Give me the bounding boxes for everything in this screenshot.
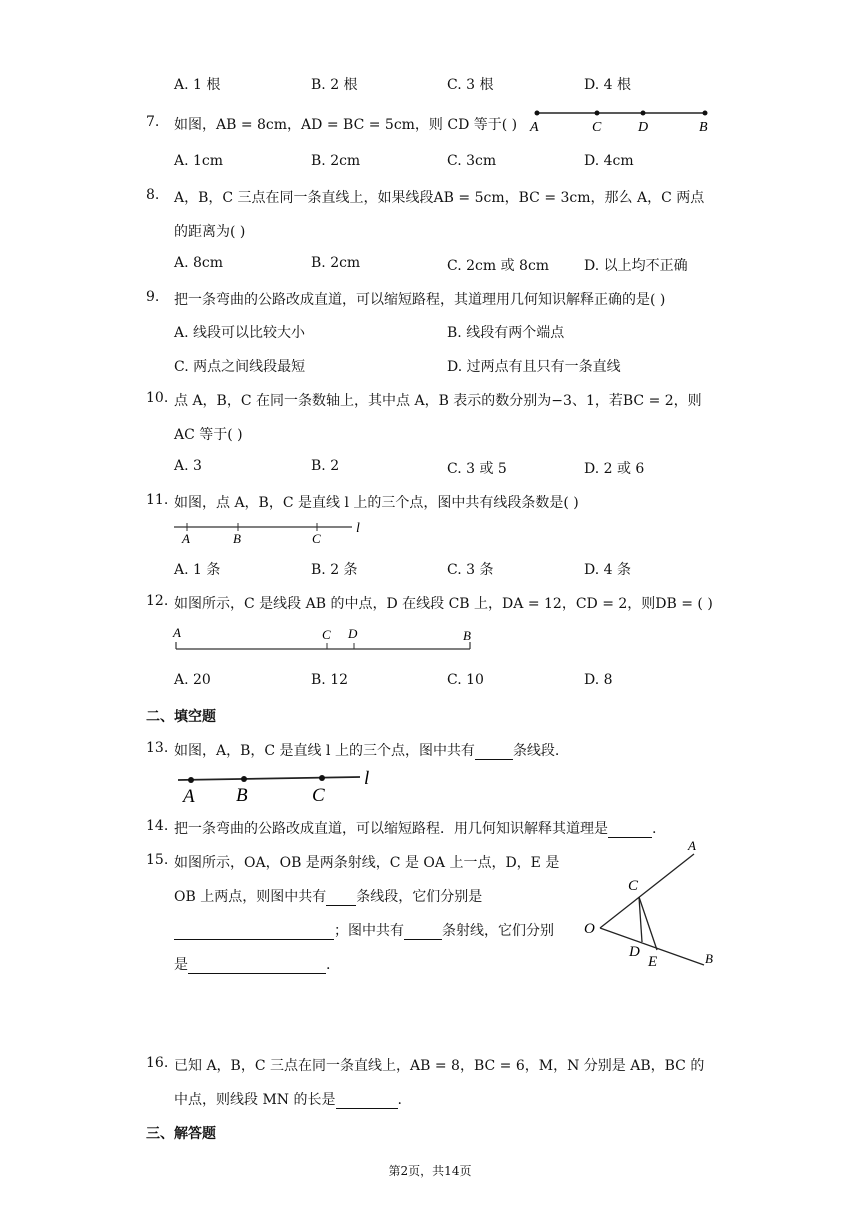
q12-label-b: B [463, 628, 471, 643]
q15-line4 [174, 954, 330, 974]
q9-option-a: A. 线段可以比较大小 [174, 325, 306, 341]
q6-option-b: B. 2 根 [311, 77, 358, 93]
q13-label-l: l [364, 768, 370, 789]
q15-label-d: D [629, 944, 640, 960]
q13-text [174, 740, 559, 760]
q7-option-b: B. 2cm [311, 153, 361, 169]
q11-text: 如图，点 A，B，C 是直线 l 上的三个点，图中共有线段条数是( ) [174, 495, 579, 511]
q13-number: 13. [146, 740, 169, 756]
section-solve-title: 三、解答题 [146, 1126, 216, 1142]
q8-option-d: D. 以上均不正确 [584, 258, 688, 274]
q15-ray-list-blank[interactable] [188, 959, 326, 974]
q15-label-a: A [688, 838, 696, 853]
q15-number: 15. [146, 852, 169, 868]
q7-label-a: A [530, 120, 539, 135]
q8-option-a: A. 8cm [174, 255, 224, 271]
q16-line2-before: 中点，则线段 MN 的长是 [174, 1092, 336, 1108]
q16-line1: 已知 A，B，C 三点在同一条直线上，AB = 8，BC = 6，M，N 分别是 AB，BC 的 [174, 1058, 705, 1074]
q13-figure [174, 768, 374, 808]
q15-segment-count-blank[interactable] [326, 891, 356, 906]
q11-label-l: l [356, 521, 360, 536]
q13-answer-blank[interactable] [475, 745, 513, 760]
q8-option-c: C. 2cm 或 8cm [447, 258, 550, 274]
q12-label-d: D [348, 626, 358, 641]
q10-option-d: D. 2 或 6 [584, 461, 645, 477]
q14-text-before: 把一条弯曲的公路改成直道，可以缩短路程．用几何知识解释其道理是 [174, 821, 608, 837]
q7-number: 7. [146, 114, 160, 130]
q12-text: 如图所示，C 是线段 AB 的中点，D 在线段 CB 上，DA = 12，CD = 2，则DB = ( ) [174, 596, 713, 612]
q9-number: 9. [146, 289, 160, 305]
q14-text [174, 818, 656, 838]
q16-number: 16. [146, 1055, 169, 1071]
q14-number: 14. [146, 818, 169, 834]
q12-option-d: D. 8 [584, 672, 613, 688]
q15-line4-before: 是 [174, 957, 188, 973]
q9-option-b: B. 线段有两个端点 [447, 325, 565, 341]
q7-label-c: C [592, 120, 602, 135]
q8-number: 8. [146, 187, 160, 203]
q10-line2: AC 等于( ) [174, 427, 243, 443]
q13-label-c: C [312, 785, 325, 806]
q15-line2-before: OB 上两点，则图中共有 [174, 889, 327, 905]
q15-line2 [174, 886, 482, 906]
q12-figure [172, 624, 482, 654]
q13-label-a: A [183, 786, 195, 807]
q12-label-a: A [173, 625, 181, 640]
q9-option-c: C. 两点之间线段最短 [174, 359, 306, 375]
q13-text-before: 如图，A，B，C 是直线 l 上的三个点，图中共有 [174, 743, 475, 759]
q9-option-d: D. 过两点有且只有一条直线 [447, 359, 621, 375]
q14-text-after: . [652, 821, 657, 837]
page-footer: 第2页，共14页 [388, 1164, 472, 1178]
q11-label-b: B [233, 531, 241, 546]
q8-line1: A，B，C 三点在同一条直线上，如果线段AB = 5cm，BC = 3cm，那么 A，C 两点 [174, 190, 705, 206]
q11-option-b: B. 2 条 [311, 562, 358, 578]
q13-label-b: B [236, 785, 248, 806]
q15-label-c: C [628, 878, 639, 894]
q12-number: 12. [146, 593, 169, 609]
q10-option-a: A. 3 [174, 458, 202, 474]
q7-option-c: C. 3cm [447, 153, 497, 169]
q16-line2 [174, 1089, 402, 1109]
q8-option-b: B. 2cm [311, 255, 361, 271]
q11-figure [172, 518, 372, 548]
q15-label-b: B [705, 951, 713, 966]
q6-option-a: A. 1 根 [174, 77, 221, 93]
q15-label-o: O [584, 921, 595, 937]
q10-line1: 点 A，B，C 在同一条数轴上，其中点 A，B 表示的数分别为−3、1，若BC = 2，则 [174, 393, 702, 409]
q12-option-b: B. 12 [311, 672, 349, 688]
q15-line4-after: . [326, 957, 331, 973]
q7-figure [526, 104, 716, 136]
q10-number: 10. [146, 390, 169, 406]
q8-line2: 的距离为( ) [174, 224, 246, 240]
q7-label-d: D [638, 120, 649, 135]
q15-ray-count-blank[interactable] [404, 925, 442, 940]
q12-option-a: A. 20 [174, 672, 211, 688]
q15-line1: 如图所示，OA，OB 是两条射线，C 是 OA 上一点，D，E 是 [174, 855, 560, 871]
q15-line3-after: 条射线，它们分别 [442, 923, 554, 939]
q15-line2-after: 条线段，它们分别是 [356, 889, 483, 905]
q11-label-a: A [182, 531, 190, 546]
q16-line2-after: . [397, 1092, 402, 1108]
q6-option-d: D. 4 根 [584, 77, 631, 93]
q12-label-c: C [322, 627, 331, 642]
q15-line3-mid: ；图中共有 [334, 923, 404, 939]
q7-label-b: B [699, 120, 708, 135]
q11-option-a: A. 1 条 [174, 562, 221, 578]
q15-segment-list-blank[interactable] [174, 925, 334, 940]
q12-option-c: C. 10 [447, 672, 484, 688]
q15-label-e: E [648, 954, 658, 970]
q7-text: 如图，AB = 8cm，AD = BC = 5cm，则 CD 等于( ) [174, 117, 518, 133]
q9-text: 把一条弯曲的公路改成直道，可以缩短路程，其道理用几何知识解释正确的是( ) [174, 292, 666, 308]
q15-figure [580, 836, 720, 976]
q16-answer-blank[interactable] [336, 1094, 398, 1109]
q6-option-c: C. 3 根 [447, 77, 494, 93]
q11-number: 11. [146, 492, 169, 508]
q7-option-d: D. 4cm [584, 153, 634, 169]
section-fill-in-title: 二、填空题 [146, 709, 216, 725]
q7-option-a: A. 1cm [174, 153, 224, 169]
q13-text-after: 条线段. [512, 743, 560, 759]
q11-label-c: C [312, 531, 321, 546]
q10-option-c: C. 3 或 5 [447, 461, 507, 477]
q10-option-b: B. 2 [311, 458, 340, 474]
q11-option-c: C. 3 条 [447, 562, 494, 578]
q15-line3 [174, 920, 554, 940]
q11-option-d: D. 4 条 [584, 562, 631, 578]
